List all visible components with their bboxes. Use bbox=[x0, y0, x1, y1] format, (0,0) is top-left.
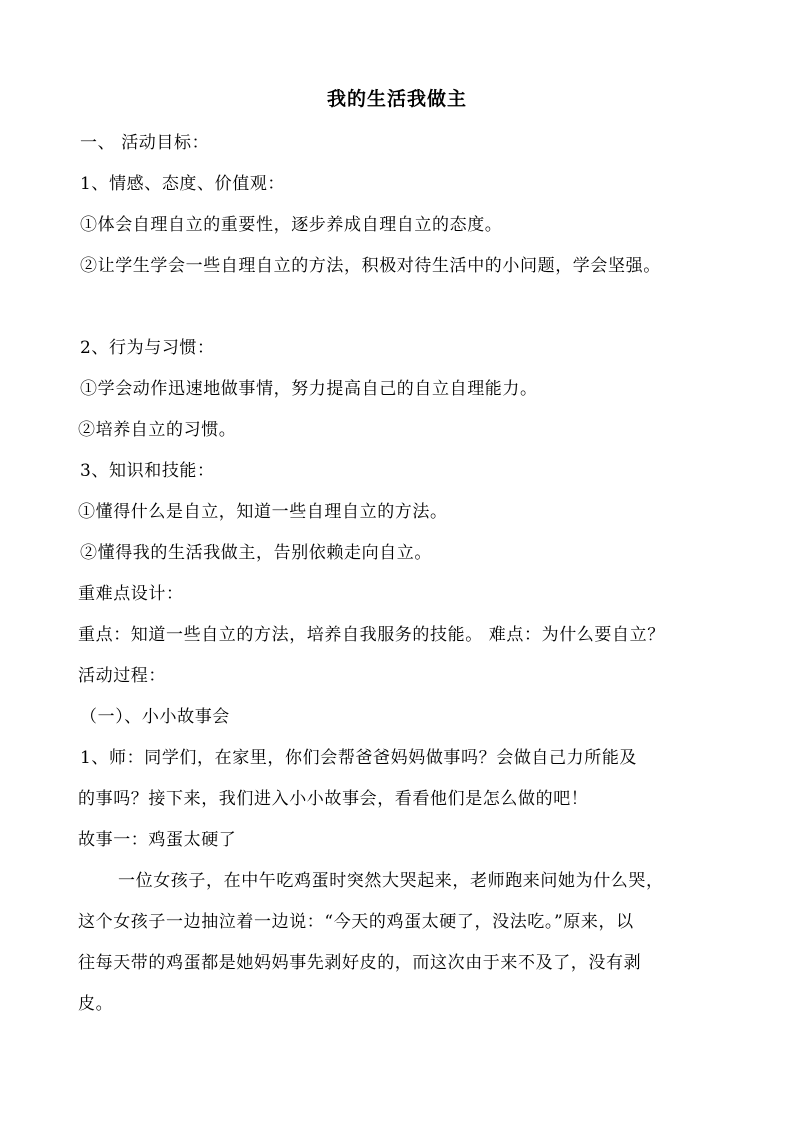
subheading-story-session: （一）、小小故事会 bbox=[80, 707, 230, 727]
subheading-activity-process: 活动过程： bbox=[78, 666, 166, 686]
paragraph-line: ②培养自立的习惯。 bbox=[78, 420, 237, 440]
paragraph-line: 重点：知道一些自立的方法，培养自我服务的技能。 难点：为什么要自立？ bbox=[78, 625, 665, 645]
paragraph-line: ①体会自理自立的重要性，逐步养成自理自立的态度。 bbox=[80, 215, 503, 235]
paragraph-line: ②懂得我的生活我做主，告别依赖走向自立。 bbox=[80, 543, 432, 563]
paragraph-line: 往每天带的鸡蛋都是她妈妈事先剥好皮的，而这次由于来不及了，没有剥 bbox=[78, 953, 642, 973]
section-heading-goals: 一、 活动目标： bbox=[80, 133, 210, 153]
subheading-knowledge-skills: 3、知识和技能： bbox=[80, 461, 215, 481]
paragraph-line: ②让学生学会一些自理自立的方法，积极对待生活中的小问题，学会坚强。 bbox=[80, 256, 661, 276]
subheading-emotion-attitude: 1、情感、态度、价值观： bbox=[80, 174, 286, 194]
subheading-story-one: 故事一：鸡蛋太硬了 bbox=[78, 830, 237, 850]
subheading-behavior-habit: 2、行为与习惯： bbox=[80, 338, 215, 358]
paragraph-line: 一位女孩子，在中午吃鸡蛋时突然大哭起来，老师跑来问她为什么哭， bbox=[118, 871, 664, 891]
paragraph-line: 这个女孩子一边抽泣着一边说：“今天的鸡蛋太硬了，没法吃。”原来，以 bbox=[78, 912, 634, 932]
paragraph-line: ①学会动作迅速地做事情，努力提高自己的自立自理能力。 bbox=[80, 379, 538, 399]
paragraph-line: 皮。 bbox=[78, 994, 114, 1014]
document-title: 我的生活我做主 bbox=[326, 88, 467, 110]
paragraph-line: ①懂得什么是自立，知道一些自理自立的方法。 bbox=[78, 502, 448, 522]
paragraph-line: 1、师：同学们，在家里，你们会帮爸爸妈妈做事吗？会做自己力所能及 bbox=[80, 748, 638, 768]
paragraph-line: 的事吗？接下来，我们进入小小故事会，看看他们是怎么做的吧！ bbox=[78, 789, 589, 809]
subheading-key-points: 重难点设计： bbox=[78, 584, 184, 604]
